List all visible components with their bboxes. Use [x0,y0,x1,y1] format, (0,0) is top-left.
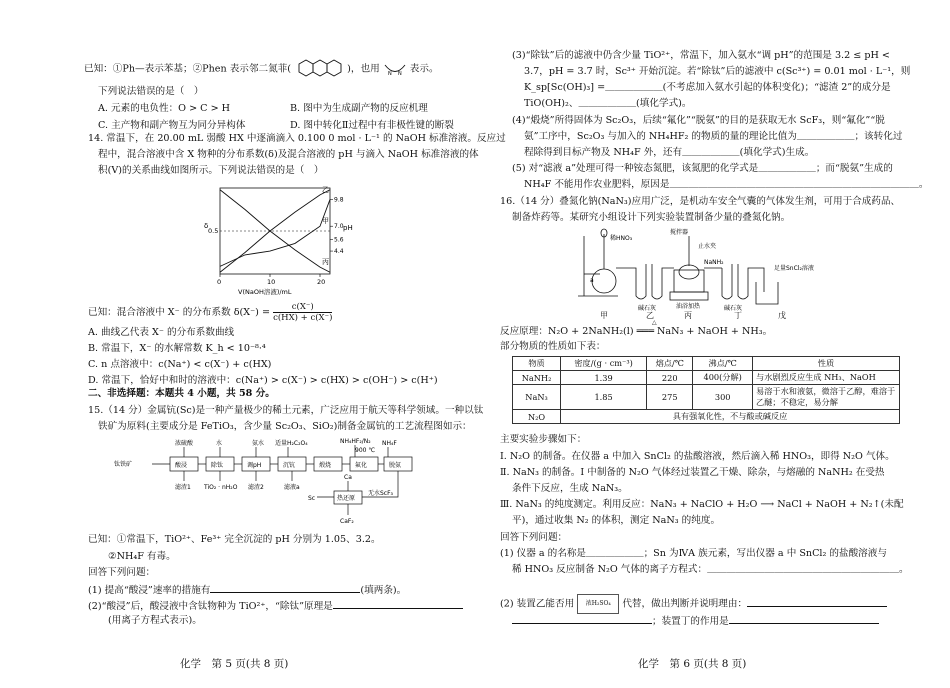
table-header: 熔点/℃ [647,357,693,371]
q13-option-d[interactable]: D. 图中转化Ⅱ过程中有非极性键的断裂 [290,120,454,131]
step-3: Ⅲ. NaN₃ 的纯度测定。利用反应：NaN₃ + NaClO + H₂O ⟶ NaCl + NaOH + N₂↑(未配 [500,499,904,510]
table-header: 密度/(g · cm⁻³) [561,357,647,371]
vessel-label-wu: 戊 [778,311,786,320]
distribution-chart [198,180,358,298]
x-axis-label: V(NaOH溶液)/mL [238,288,292,296]
q15-4-line-1: (4)“煅烧”所得固体为 Sc₂O₃，后续“氟化”“脱氨”的目的是获取无水 ScF₃，则“氟化”“脱 [512,115,885,126]
flow-box: 除钛 [211,462,224,469]
flow-box: 煅烧 [319,462,332,469]
flow-bottom-label: 滤渣2 [248,484,264,491]
flow-bottom-label: 滤液a [284,484,300,491]
q14-option-a[interactable]: A. 曲线乙代表 X⁻ 的分布系数曲线 [88,327,235,338]
table-cell: 1.39 [561,371,647,385]
q15-4-line-2: 氨”工序中，Sc₂O₃ 与加入的 NH₄HF₂ 的物质的量的理论比值为＿＿＿＿＿＿；该转化过 [524,131,903,142]
y-right-tick-label: 9.8 [334,196,344,204]
y-right-tick-label: 7.0 [334,223,344,231]
q16-sub-2c: ；装置丁的作用是 [512,614,879,628]
table-cell: 300 [693,385,753,410]
q15-3-line-3: K_sp[Sc(OH)₃] =＿＿＿＿＿＿(不考虑加入氨水引起的体积变化)；“滤渣 2”的成分是 [524,82,891,93]
reaction-equation: 反应原理：N₂O + 2NaNH₂(l) ═══ NaN₃ + NaOH + NH₃。 [500,326,773,337]
vessel-label-ding: 丁 [734,311,742,320]
y-right-tick-label: 5.6 [334,236,344,244]
apparatus-label: 油浴加热 [676,303,701,310]
step-2: Ⅱ. NaN₃ 的制备。Ⅰ 中制备的 N₂O 气体经过装置乙干燥、除杂，与熔融的 NaNH₂ 在受热 [500,467,885,478]
y-right-label: pH [343,224,353,232]
step-2b: 条件下反应，生成 NaN₃。 [512,483,628,494]
table-cell: 易溶于水和液氨，微溶于乙醇，难溶于乙醚；不稳定，易分解 [753,385,900,410]
vessel-label-bing: 丙 [684,311,692,320]
flow-lower-label: 热还原 [337,495,356,502]
q15-line-2: 铁矿为原料(主要成分是 FeTiO₃，含少量 Sc₂O₃、SiO₂)制备金属钪的工艺流程图如示： [98,421,472,432]
flow-box: 氟化 [355,462,368,469]
q15-sub-2: (2)“酸浸”后，酸浸液中含钛物种为 TiO²⁺，“除钛”原理是 [88,599,463,613]
flow-box: 脱氨 [389,462,402,469]
q14-line-2: 程中，混合溶液中含 X 物种的分布系数(δ)及混合溶液的 pH 与滴入 NaOH 标准溶液的体 [98,149,479,160]
phen-simplified-icon [383,62,407,76]
q15-3-line-2: 3.7，pH = 3.7 时，Sc³⁺ 开始沉淀。若“除钛”后的滤液中 c(Sc³⁺) = 0.01 mol · L⁻¹，则 [524,66,911,77]
table-row [513,385,900,410]
q15-5-line-2: NH₄F 不能用作农业肥料，原因是＿＿＿＿＿＿＿＿＿＿＿＿＿＿＿＿＿＿＿＿＿＿＿＿＿＿。 [524,179,929,190]
step-3b: 平)，通过收集 N₂ 的体积，测定 NaN₃ 的纯度。 [512,515,721,526]
step-1: Ⅰ. N₂O 的制备。在仪器 a 中加入 SnCl₂ 的盐酸溶液，然后滴入稀 HNO₃，即得 N₂O 气体。 [500,451,895,462]
flow-bottom-label: TiO₂ · nH₂O [204,484,238,491]
answer-prompt: 回答下列问题： [500,532,568,543]
q14-known: 已知：混合溶液中 X⁻ 的分布系数 δ(X⁻) = $\frac{c(X^-)}{c(HX) + c(X^-)}$ [88,302,333,323]
q13-option-a[interactable]: A. 元素的电负性：O > C > H [98,103,231,114]
phen-structure-icon [294,58,344,80]
flow-lower-label: 无水ScF₃ [368,490,393,497]
left-page [32,0,506,688]
q15-answer-prompt: 回答下列问题： [88,567,156,578]
flow-top-label: NH₄HF₂/N₂ [340,438,371,445]
apparatus-label: 止水夹 [698,243,717,250]
reaction-condition: △ [652,319,657,326]
apparatus-label: 碱石灰 [724,305,743,312]
flow-top-label: 浓硫酸 [175,440,194,447]
table-cell: NaNH₂ [513,371,561,385]
flow-box: 钛铁矿 [114,461,133,468]
q15-known-2: ②NH₄F 有毒。 [108,551,176,562]
q15-line-1: 15.（14 分）金属钪(Sc)是一种产量极少的稀土元素，广泛应用于航天等科学领域。一种以钛 [88,405,484,416]
x-tick-label: 0 [217,278,222,286]
apparatus-diagram [578,226,848,316]
table-cell: 275 [647,385,693,410]
props-title: 部分物质的性质如下表： [500,341,606,352]
page-footer-right: 化学 第 6 页(共 8 页) [638,658,747,670]
flow-top-label: 900 ℃ [355,447,376,454]
table-cell: 400(分解) [693,371,753,385]
y-left-tick-label: 0.5 [208,227,219,235]
table-cell: 具有强氧化性，不与酸或碱反应 [561,410,900,424]
apparatus-label: 碱石灰 [638,305,657,312]
table-header: 性质 [753,357,900,371]
table-cell: 220 [647,371,693,385]
q15-3-line-4: TiO(OH)₂、＿＿＿＿＿＿(填化学式)。 [524,98,692,109]
frac-denominator: c(HX) + c(X⁻) [273,313,333,323]
apparatus-label: NaNH₂ [704,259,724,266]
flow-lower-label: Ca [344,474,352,481]
q13-option-b[interactable]: B. 图中为生成副产物的反应机理 [290,103,428,114]
x-tick-label: 10 [267,278,276,286]
q15-sub-1: (1) 提高“酸浸”速率的措施有 (填两条)。 [88,585,407,596]
flow-lower-label: CaF₂ [340,518,354,525]
q16-sub-1b: 稀 HNO₃ 反应制备 N₂O 气体的离子方程式：＿＿＿＿＿＿＿＿＿＿＿＿＿＿＿＿＿＿＿＿。 [512,564,909,575]
series-label: 甲 [322,217,329,226]
table-cell: 与水剧烈反应生成 NH₃、NaOH [753,371,900,385]
q14-option-c[interactable]: C. n 点溶液中：c(Na⁺) < c(X⁻) + c(HX) [88,359,272,370]
svg-text:N: N [397,71,402,76]
bottle-inset: 浓H₂SO₄ [577,594,619,614]
q15-5-line-1: (5) 对“滤液 a”处理可得一种铵态氮肥，该氮肥的化学式是＿＿＿＿＿＿；而“脱氨”生成的 [512,163,893,174]
table-cell: NaN₃ [513,385,561,410]
series-label: 乙 [322,185,329,194]
flow-top-label: 水 [216,440,223,447]
frac-numerator: c(X⁻) [273,302,332,313]
q14-option-d[interactable]: D. 常温下，恰好中和时的溶液中：c(Na⁺) > c(X⁻) > c(HX) > c(OH⁻) > c(H⁺) [88,375,438,386]
properties-table [512,356,900,424]
flask-mark-a: a [590,277,594,284]
q15-4-line-3: 程除得到目标产物及 NH₄F 外，还有＿＿＿＿＿＿(填化学式)生成。 [524,147,815,158]
flow-lower-label: Sc [308,495,316,502]
q15-3-line-1: (3)“除钛”后的滤液中仍含少量 TiO²⁺，常温下，加入氨水“调 pH”的范围是 3.2 ≤ pH < [512,50,890,61]
page-footer-left: 化学 第 5 页(共 8 页) [180,658,289,670]
series-label: 丙 [322,258,329,267]
q14-line-3: 积(V)的关系曲线如图所示。下列说法错误的是（ ） [98,165,324,176]
vessel-label-jia: 甲 [600,311,608,320]
table-header: 沸点/℃ [693,357,753,371]
y-left-label: δ [204,222,209,230]
table-cell: 1.85 [561,385,647,410]
known-text-1: 已知：①Ph—表示苯基；②Phen 表示邻二氮菲( )，也用 N N 表示。 [84,58,439,80]
series-line-1 [220,199,330,266]
apparatus-label: 搅拌器 [670,229,689,236]
svg-text:N: N [387,71,392,76]
vessel-label-yi: 乙 [646,311,654,320]
q14-line-1: 14. 常温下，在 20.00 mL 弱酸 HX 中逐滴滴入 0.100 0 mol · L⁻¹ 的 NaOH 标准溶液。反应过 [88,133,506,144]
table-header: 物质 [513,357,561,371]
right-page [478,0,929,688]
q16-line-2: 制备炸药等。某研究小组设计下列实验装置制备少量的叠氮化钠。 [512,212,791,223]
y-right-tick-label: 4.4 [334,248,344,256]
flow-top-label: 氨水 [252,440,265,447]
flow-top-label: 适量H₂C₂O₄ [275,440,308,447]
table-row [513,410,900,424]
q16-line-1: 16.（14 分）叠氮化钠(NaN₃)应用广泛，是机动车安全气囊的气体发生剂，可用于合成药品、 [500,196,901,207]
apparatus-label: 足量SnCl₂溶液 [774,265,814,272]
apparatus-label: 稀HNO₃ [610,235,633,242]
section-2-heading: 二、非选择题：本题共 4 小题，共 58 分。 [88,388,275,399]
table-header-row [513,357,900,371]
q13-prompt: 下列说法错误的是（ ） [98,86,204,97]
flow-box: 沉钪 [283,462,296,469]
x-tick-label: 20 [317,278,326,286]
q13-option-c[interactable]: C. 主产物和副产物互为同分异构体 [98,120,246,131]
q15-known-1: 已知：①常温下，TiO²⁺、Fe³⁺ 完全沉淀的 pH 分别为 1.05、3.2。 [88,534,381,545]
table-cell: N₂O [513,410,561,424]
step-heading: 主要实验步骤如下： [500,434,587,445]
process-flow-diagram [112,435,422,531]
flow-box: 调pH [247,462,262,469]
flow-bottom-label: 滤渣1 [175,484,191,491]
q16-sub-1a: (1) 仪器 a 的名称是＿＿＿＿＿＿；Sn 为ⅣA 族元素，写出仪器 a 中 SnCl₂ 的盐酸溶液与 [500,548,887,559]
q15-sub-2b: (用离子方程式表示)。 [108,615,202,626]
flow-top-label: NH₄F [382,440,397,447]
table-row [513,371,900,385]
flow-box: 酸浸 [175,462,188,469]
q14-option-b[interactable]: B. 常温下，X⁻ 的水解常数 K_h < 10⁻⁸·⁴ [88,343,266,354]
q16-sub-2a: (2) 装置乙能否用 浓H₂SO₄ 代替，做出判断并说明理由： [500,594,887,614]
